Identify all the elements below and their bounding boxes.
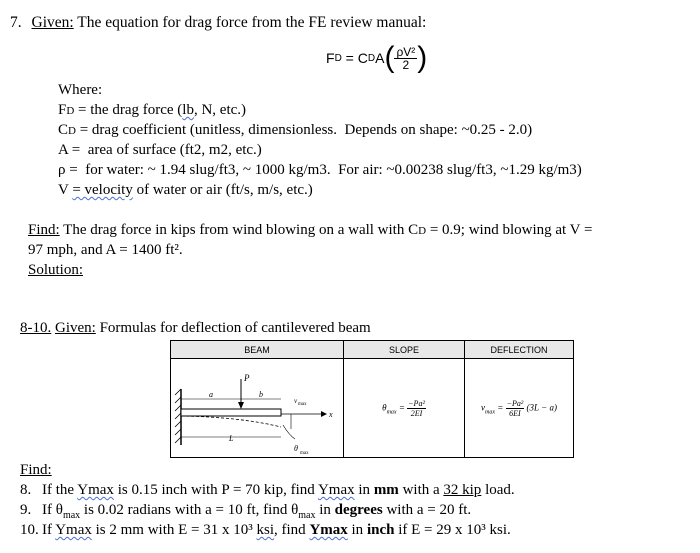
- q810-find-label: Find:: [20, 462, 52, 478]
- q7-find-sub: D: [418, 225, 427, 237]
- formula-lhs-sub: D: [334, 52, 342, 64]
- def-text-end: of water or air (ft/s, m/s, etc.): [132, 182, 313, 198]
- find-item-9: [20, 502, 471, 521]
- def-symbol: V: [58, 182, 69, 198]
- item-bold: mm: [373, 482, 399, 498]
- q7-given-label: Given:: [31, 14, 74, 31]
- find-item-8: [20, 482, 515, 499]
- defl-lhs: v: [481, 402, 486, 413]
- item-text: If the: [42, 482, 78, 498]
- def-text: = the drag force (: [74, 102, 183, 118]
- cantilever-beam-diagram: [171, 359, 343, 457]
- item-bold: inch: [366, 522, 395, 538]
- slope-denominator: 2EI: [410, 408, 423, 418]
- q7-given-text: The equation for drag force from the FE review manual:: [77, 14, 427, 31]
- where-label: Where:: [58, 82, 103, 98]
- item-var: Ymax: [55, 522, 92, 538]
- item-load: 32 kip: [443, 482, 482, 498]
- right-paren: ): [417, 41, 428, 74]
- q810-header: [20, 320, 371, 337]
- vmax-label: v: [294, 397, 298, 405]
- slope-numerator: −Pa²: [408, 398, 425, 408]
- item-text: in: [347, 522, 367, 538]
- x-axis-label: x: [329, 410, 333, 419]
- def-row-rho: [58, 162, 582, 179]
- beam-table: [170, 340, 574, 458]
- item-text: is 0.02 radians with a = 10 ft, find θ: [80, 502, 299, 518]
- q7-number: 7.: [10, 14, 22, 31]
- wall-hatch: [175, 389, 181, 443]
- item-text: If: [42, 522, 56, 538]
- item-var-bold: Ymax: [309, 522, 348, 538]
- q7-find-text: The drag force in kips from wind blowing on a wall with C: [63, 222, 419, 238]
- def-underlined: = velocity: [72, 182, 133, 198]
- item-text: with a = 20 ft.: [382, 502, 472, 518]
- defl-numerator: −Pa²: [506, 398, 524, 408]
- formula-eq: = C: [341, 50, 368, 66]
- defl-fraction: [506, 399, 525, 418]
- beam-diagram-cell: [171, 359, 344, 458]
- q810-given-text: Formulas for deflection of cantilevered beam: [99, 320, 371, 336]
- slope-lhs: θ: [382, 402, 387, 413]
- item-var: Ymax: [77, 482, 114, 498]
- def-text: = for water: ~ 1.94 slug/ft3, ~ 1000 kg/m3. For air: ~0.00238 slug/ft3, ~1.29 kg/m3): [65, 162, 582, 178]
- q7-solution-label: Solution:: [28, 262, 84, 278]
- item-var: Ymax: [317, 482, 355, 498]
- q7-find-line2: 97 mph, and A = 1400 ft².: [28, 242, 183, 258]
- def-symbol: F: [58, 102, 67, 118]
- def-row-v: [58, 182, 313, 199]
- def-text-end: , N, etc.): [193, 102, 247, 118]
- def-symbol: C: [58, 122, 69, 138]
- formula-a: A: [375, 50, 385, 66]
- item-text: in: [354, 482, 374, 498]
- item-sub: max: [298, 510, 316, 521]
- dim-l-label: L: [229, 434, 234, 443]
- x-axis-arrow: [321, 411, 327, 417]
- def-row-a: [58, 142, 262, 159]
- q7-find-text-end: = 0.9; wind blowing at V =: [426, 222, 593, 238]
- def-symbol: ρ: [58, 162, 66, 178]
- item-text: , find: [274, 522, 310, 538]
- slope-formula-cell: $\theta_{max}$ = $\frac{\text{−Pa²}}{2EI}$: [344, 359, 465, 458]
- load-arrow-head: [238, 402, 244, 409]
- item-unit: ksi: [256, 522, 275, 538]
- def-text: = area of surface (ft2, m2, etc.): [68, 142, 262, 158]
- item-bold: degrees: [334, 502, 383, 518]
- def-row-fd: [58, 102, 246, 119]
- defl-tail: (3L − a): [526, 402, 557, 413]
- beam-body: [181, 409, 281, 416]
- def-subscript: D: [66, 105, 75, 117]
- item-text: is 0.15 inch with P = 70 kip, find: [113, 482, 318, 498]
- theta-label: θ: [294, 444, 298, 453]
- item-number: 9.: [20, 502, 32, 518]
- drag-formula: [326, 36, 427, 80]
- q810-number: 8-10.: [20, 320, 52, 336]
- formula-denominator: 2: [402, 57, 410, 72]
- item-text: in: [315, 502, 335, 518]
- vmax-sub: max: [298, 402, 307, 407]
- header-beam: BEAM: [171, 341, 344, 359]
- formula-c-sub: D: [367, 52, 376, 64]
- item-text: is 2 mm with E = 31 x 10³: [91, 522, 257, 538]
- q810-given-label: Given:: [55, 320, 96, 336]
- header-slope: SLOPE: [344, 341, 465, 359]
- item-number: 8.: [20, 482, 32, 498]
- dim-a-label: a: [209, 390, 213, 399]
- def-row-cd: [58, 122, 532, 139]
- left-paren: (: [384, 41, 395, 74]
- def-underlined: lb: [182, 102, 194, 118]
- item-text: load.: [481, 482, 515, 498]
- load-label: P: [244, 373, 250, 383]
- slope-sub: max: [386, 408, 397, 415]
- deflected-curve: [181, 416, 281, 427]
- defl-sub: max: [485, 408, 496, 415]
- defl-denominator: 6EI: [509, 408, 521, 418]
- deflection-formula-cell: $v_{max}$ = $\frac{\text{−Pa²}}{6EI}$ (3L − a): [465, 359, 574, 458]
- q7-find-label: Find:: [28, 222, 60, 238]
- header-deflection: DEFLECTION: [465, 341, 574, 359]
- def-subscript: D: [68, 125, 76, 137]
- formula-numerator: ρV²: [396, 44, 416, 59]
- theta-sub: max: [300, 451, 309, 456]
- slope-fraction: [407, 399, 426, 418]
- find-item-10: [20, 522, 511, 539]
- dim-b-label: b: [259, 390, 263, 399]
- formula-lhs: F: [326, 50, 335, 66]
- item-text: if E = 29 x 10³ ksi.: [394, 522, 511, 538]
- q7-header: [10, 14, 426, 32]
- item-text: If θ: [42, 502, 63, 518]
- def-symbol: A: [58, 142, 69, 158]
- theta-arc: [283, 425, 295, 439]
- def-text: = drag coefficient (unitless, dimensionless. Depends on shape: ~0.25 - 2.0): [75, 122, 533, 138]
- item-sub: max: [62, 510, 81, 521]
- formula-fraction: [394, 46, 417, 71]
- q7-find-line1: [28, 222, 592, 239]
- item-text: with a: [398, 482, 444, 498]
- item-number: 10.: [20, 522, 39, 538]
